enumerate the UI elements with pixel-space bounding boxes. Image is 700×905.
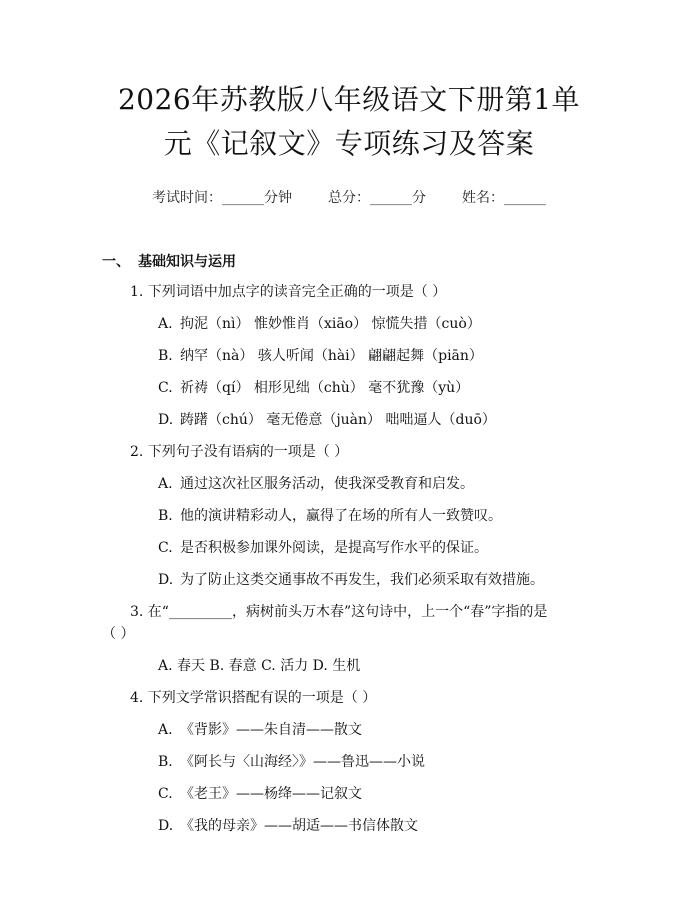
option-d xyxy=(104,409,594,431)
section-title: 基础知识与运用 xyxy=(138,254,236,270)
option-c xyxy=(104,783,594,805)
question-text: 2. 下列句子没有语病的一项是（ ） xyxy=(130,444,349,460)
option-letter: D. xyxy=(158,818,174,834)
option-letter: A. xyxy=(158,476,173,492)
option-letter: A. xyxy=(158,316,173,332)
option-letter: B. xyxy=(158,508,173,524)
option-a xyxy=(104,473,594,495)
option-text: 通过这次社区服务活动，使我深受教育和启发。 xyxy=(180,476,474,492)
question-4 xyxy=(104,687,594,709)
question-3-continuation: （ ） xyxy=(102,626,135,642)
option-text: 是否积极参加课外阅读，是提高写作水平的保证。 xyxy=(180,540,488,556)
option-text: 为了防止这类交通事故不再发生，我们必须采取有效措施。 xyxy=(180,572,544,588)
question-1 xyxy=(104,281,594,303)
option-b xyxy=(104,505,594,527)
option-text: 《阿长与〈山海经〉》——鲁迅——小说 xyxy=(180,754,425,770)
option-d xyxy=(104,569,594,591)
question-2-options xyxy=(104,473,594,591)
option-letter: A. xyxy=(158,722,173,738)
option-b xyxy=(104,751,594,773)
option-d xyxy=(104,815,594,837)
option-text: 纳罕（nà） 骇人听闻（hài） 翩翩起舞（piān） xyxy=(180,348,483,364)
section-number: 一、 xyxy=(102,254,130,270)
option-c xyxy=(104,537,594,559)
document-title: 2026年苏教版八年级语文下册第1单元《记叙文》专项练习及答案 xyxy=(117,83,581,160)
option-letter: B. xyxy=(158,348,173,364)
question-text: 3. 在“_________，病树前头万木春”这句诗中，上一个“春”字指的是 xyxy=(130,604,548,620)
question-2 xyxy=(104,441,594,463)
option-letter: C. xyxy=(158,380,173,396)
question-3 xyxy=(104,601,594,623)
student-name: 姓名：______ xyxy=(462,190,546,206)
option-letter: B. xyxy=(158,754,173,770)
option-a xyxy=(104,313,594,335)
question-text: 4. 下列文学常识搭配有误的一项是（ ） xyxy=(130,690,377,706)
option-letter: D. xyxy=(158,572,174,588)
option-text: 祈祷（qí） 相形见绌（chù） 毫不犹豫（yù） xyxy=(180,380,470,396)
option-b xyxy=(104,345,594,367)
exam-total-score: 总分：______分 xyxy=(328,190,426,206)
section-heading xyxy=(102,251,594,271)
option-a xyxy=(104,719,594,741)
option-letter: C. xyxy=(158,540,173,556)
question-3-options: A. 春天 B. 春意 C. 活力 D. 生机 xyxy=(158,658,361,674)
question-1-options xyxy=(104,313,594,431)
option-text: 踌躇（chú） 毫无倦意（juàn） 咄咄逼人（duō） xyxy=(180,412,496,428)
option-c xyxy=(104,377,594,399)
option-text: 拘泥（nì） 惟妙惟肖（xiāo） 惊慌失措（cuò） xyxy=(180,316,481,332)
option-text: 《老王》——杨绛——记叙文 xyxy=(180,786,362,802)
option-letter: C. xyxy=(158,786,173,802)
option-text: 《背影》——朱自清——散文 xyxy=(180,722,362,738)
exam-meta xyxy=(104,187,594,207)
exam-time: 考试时间：______分钟 xyxy=(152,190,292,206)
question-4-options xyxy=(104,719,594,837)
question-text: 1. 下列词语中加点字的读音完全正确的一项是（ ） xyxy=(130,284,447,300)
option-text: 他的演讲精彩动人，赢得了在场的所有人一致赞叹。 xyxy=(180,508,502,524)
option-letter: D. xyxy=(158,412,174,428)
option-text: 《我的母亲》——胡适——书信体散文 xyxy=(180,818,418,834)
